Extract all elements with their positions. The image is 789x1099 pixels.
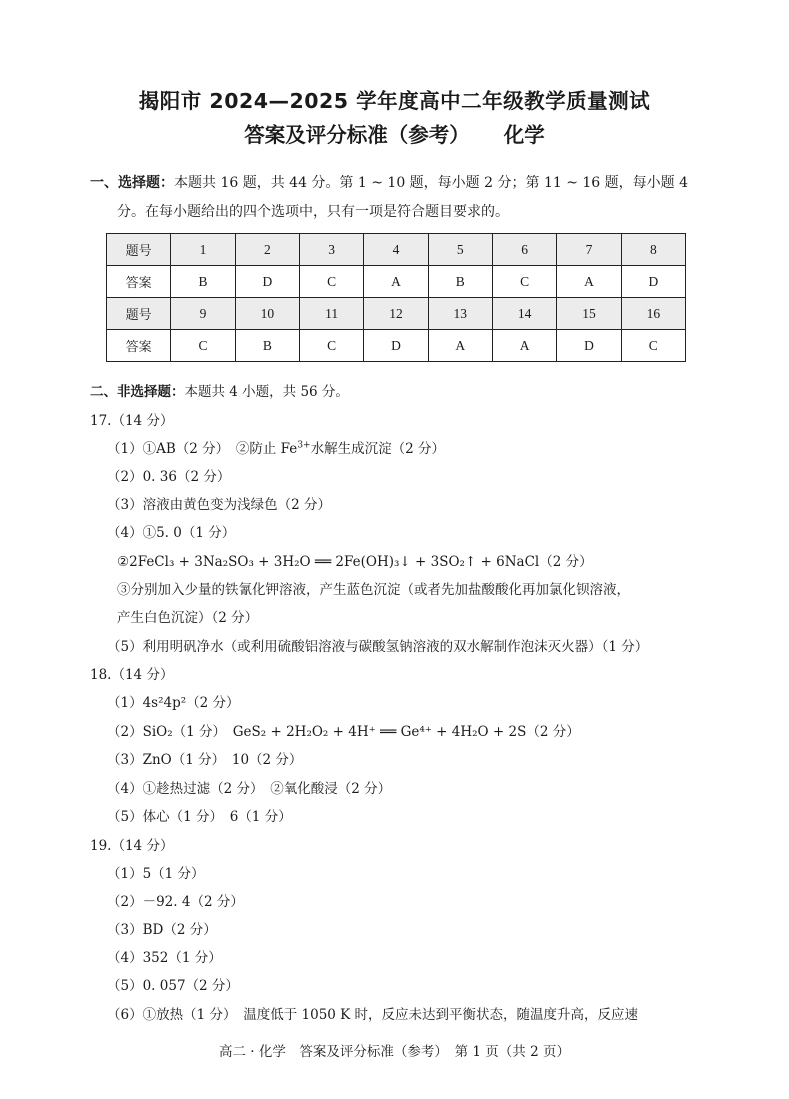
question-cell: 10 bbox=[235, 298, 299, 330]
question-cell: 6 bbox=[492, 234, 556, 266]
answer-cell: D bbox=[557, 330, 621, 362]
answer-label-cell: 答案 bbox=[107, 266, 171, 298]
q18-part3: （3）ZnO（1 分） 10（2 分） bbox=[107, 752, 303, 768]
q18-part2: （2）SiO₂（1 分） GeS₂ + 2H₂O₂ + 4H⁺ ══ Ge⁴⁺ + 4H₂O + 2S（2 分） bbox=[107, 724, 580, 740]
section2-text: 本题共 4 小题，共 56 分。 bbox=[184, 384, 349, 400]
section2-intro bbox=[90, 380, 349, 400]
q17-part1-b: 水解生成沉淀（2 分） bbox=[310, 441, 445, 457]
answer-cell: A bbox=[492, 330, 556, 362]
page-title: 揭阳市 2024—2025 学年度高中二年级教学质量测试 bbox=[138, 89, 651, 113]
question-cell: 16 bbox=[621, 298, 685, 330]
question-cell: 4 bbox=[364, 234, 428, 266]
answer-cell: C bbox=[299, 266, 363, 298]
answer-cell: C bbox=[299, 330, 363, 362]
question-cell: 8 bbox=[621, 234, 685, 266]
q19-part6: （6）①放热（1 分） 温度低于 1050 K 时，反应未达到平衡状态，随温度升高，反应速 bbox=[107, 1007, 639, 1023]
question-cell: 5 bbox=[428, 234, 492, 266]
section1-text-line2: 分。在每小题给出的四个选项中，只有一项是符合题目要求的。 bbox=[117, 204, 509, 220]
q17-part4-item3-line1: ③分别加入少量的铁氰化钾溶液，产生蓝色沉淀（或者先加盐酸酸化再加氯化钡溶液， bbox=[117, 582, 630, 598]
question-cell: 13 bbox=[428, 298, 492, 330]
question-cell: 7 bbox=[557, 234, 621, 266]
q19-part4: （4）352（1 分） bbox=[107, 950, 222, 966]
q19-part1: （1）5（1 分） bbox=[107, 866, 205, 882]
answer-cell: A bbox=[364, 266, 428, 298]
q17-part2: （2）0. 36（2 分） bbox=[107, 469, 231, 485]
q17-part4-item3-line2: 产生白色沉淀）（2 分） bbox=[117, 610, 259, 626]
q17-part1-sup: 3+ bbox=[297, 440, 311, 451]
q17-part4: （4）①5. 0（1 分） bbox=[107, 525, 236, 541]
answer-table bbox=[106, 233, 686, 362]
answer-cell: A bbox=[428, 330, 492, 362]
q17-part1-a: （1）①AB（2 分） ②防止 Fe bbox=[107, 441, 298, 457]
section2-heading: 二、非选择题： bbox=[90, 384, 185, 400]
q18-part4: （4）①趁热过滤（2 分） ②氧化酸浸（2 分） bbox=[107, 781, 392, 797]
answer-cell: B bbox=[235, 330, 299, 362]
answer-cell: D bbox=[364, 330, 428, 362]
section1-intro bbox=[90, 172, 688, 192]
table-row bbox=[107, 298, 686, 330]
question-cell: 1 bbox=[171, 234, 235, 266]
answer-label-cell: 答案 bbox=[107, 330, 171, 362]
answer-cell: C bbox=[171, 330, 235, 362]
table-row bbox=[107, 266, 686, 298]
q19-part5: （5）0. 057（2 分） bbox=[107, 978, 239, 994]
subject-label: 化学 bbox=[503, 123, 545, 147]
answer-cell: C bbox=[492, 266, 556, 298]
answer-cell: A bbox=[557, 266, 621, 298]
subtitle-left: 答案及评分标准（参考） bbox=[244, 123, 470, 147]
answer-cell: B bbox=[428, 266, 492, 298]
q19-part2: （2）－92. 4（2 分） bbox=[107, 894, 244, 910]
question-cell: 15 bbox=[557, 298, 621, 330]
q18-part5: （5）体心（1 分） 6（1 分） bbox=[107, 809, 292, 825]
question-cell: 9 bbox=[171, 298, 235, 330]
q17-part1 bbox=[107, 437, 445, 457]
section1-text-line1: 本题共 16 题，共 44 分。第 1 ~ 10 题，每小题 2 分；第 11 ~ 16 题，每小题 4 bbox=[174, 175, 689, 191]
question-cell: 3 bbox=[299, 234, 363, 266]
answer-cell: C bbox=[621, 330, 685, 362]
question-cell: 11 bbox=[299, 298, 363, 330]
page-footer: 高二 · 化学 答案及评分标准（参考） 第 1 页（共 2 页） bbox=[219, 1044, 570, 1060]
q19-title: 19.（14 分） bbox=[90, 838, 174, 854]
answer-cell: D bbox=[621, 266, 685, 298]
page-subtitle bbox=[0, 118, 789, 148]
answer-cell: B bbox=[171, 266, 235, 298]
question-label-cell: 题号 bbox=[107, 298, 171, 330]
q19-part3: （3）BD（2 分） bbox=[107, 922, 217, 938]
table-row bbox=[107, 330, 686, 362]
question-cell: 14 bbox=[492, 298, 556, 330]
question-label-cell: 题号 bbox=[107, 234, 171, 266]
table-row bbox=[107, 234, 686, 266]
question-cell: 12 bbox=[364, 298, 428, 330]
q17-part5: （5）利用明矾净水（或利用硫酸铝溶液与碳酸氢钠溶液的双水解制作泡沫灭火器）（1 分） bbox=[107, 639, 649, 655]
q17-part3: （3）溶液由黄色变为浅绿色（2 分） bbox=[107, 497, 331, 513]
question-cell: 2 bbox=[235, 234, 299, 266]
q18-part1: （1）4s²4p²（2 分） bbox=[107, 695, 240, 711]
q18-title: 18.（14 分） bbox=[90, 667, 174, 683]
section1-heading: 一、选择题： bbox=[90, 175, 174, 191]
q17-part4-equation: ②2FeCl₃ + 3Na₂SO₃ + 3H₂O ══ 2Fe(OH)₃↓ + 3SO₂↑ + 6NaCl（2 分） bbox=[117, 554, 593, 570]
q17-title: 17.（14 分） bbox=[90, 413, 174, 429]
answer-cell: D bbox=[235, 266, 299, 298]
